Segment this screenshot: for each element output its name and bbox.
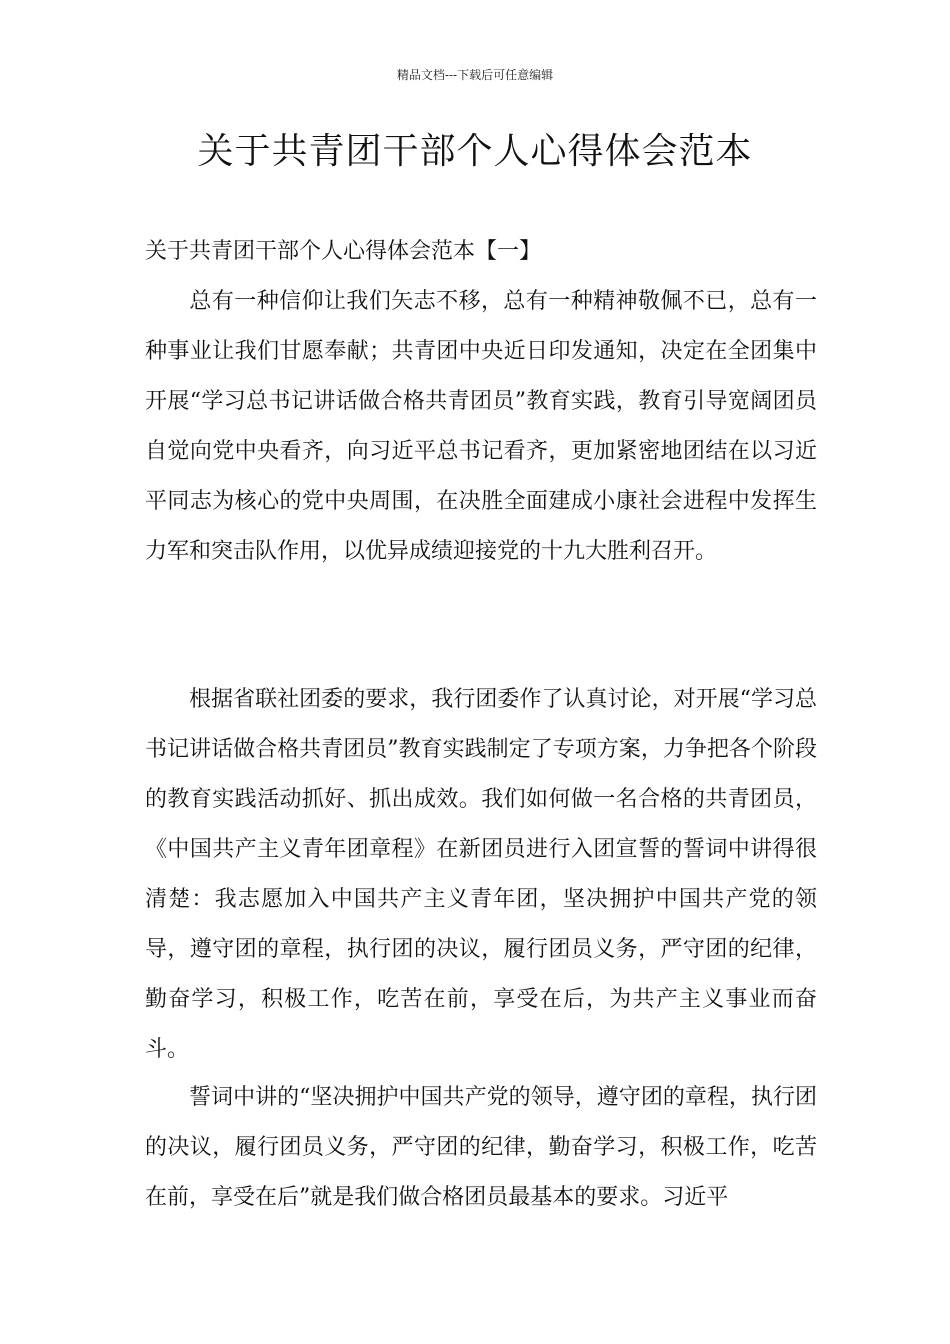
paragraph-1 bbox=[145, 277, 817, 577]
paragraph-2-text: 根据省联社团委的要求，我行团委作了认真讨论，对开展“学习总书记讲话做合格共青团员”教育实践制定了专项方案，力争把各个阶段的教育实践活动抓好、抓出成效。我们如何做一名合格的共青团员，《中国共产主义青年团章程》在新团员进行入团宣誓的誓词中讲得很清楚：我志愿加入中国共产主义青年团，坚决拥护中国共产党的领导，遵守团的章程，执行团的决议，履行团员义务，严守团的纪律，勤奋学习，积极工作，吃苦在前，享受在后，为共产主义事业而奋斗。 bbox=[145, 687, 817, 1062]
section-heading: 关于共青团干部个人心得体会范本【一】 bbox=[145, 239, 542, 264]
paragraph-1-text: 总有一种信仰让我们矢志不移，总有一种精神敬佩不已，总有一种事业让我们甘愿奉献；共青团中央近日印发通知，决定在全团集中开展“学习总书记讲话做合格共青团员”教育实践，教育引导宽阔团员自觉向党中央看齐，向习近平总书记看齐，更加紧密地团结在以习近平同志为核心的党中央周围，在决胜全面建成小康社会进程中发挥生力军和突击队作用，以优异成绩迎接党的十九大胜利召开。 bbox=[145, 289, 817, 564]
document-title: 关于共青团干部个人心得体会范本 bbox=[197, 131, 753, 172]
paragraph-3-text: 誓词中讲的“坚决拥护中国共产党的领导，遵守团的章程，执行团的决议，履行团员义务，严守团的纪律，勤奋学习，积极工作，吃苦在前，享受在后”就是我们做合格团员最基本的要求。习近平 bbox=[145, 1085, 817, 1210]
header-note: 精品文档---下载后可任意编辑 bbox=[396, 68, 554, 82]
paragraph-3 bbox=[145, 1073, 817, 1223]
paragraph-2 bbox=[145, 675, 817, 1075]
